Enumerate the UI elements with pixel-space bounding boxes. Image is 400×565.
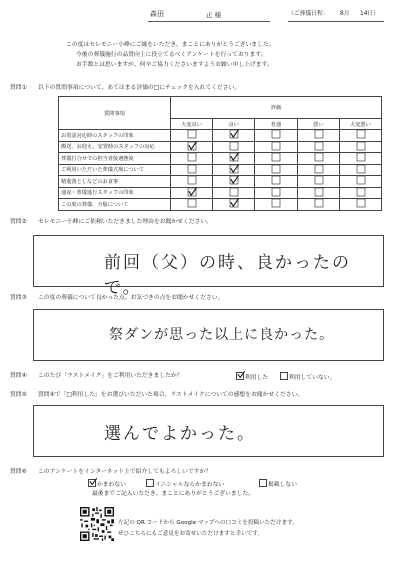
checkbox[interactable] bbox=[259, 479, 267, 487]
checked-box-icon[interactable] bbox=[188, 142, 195, 149]
rating-header: 良い bbox=[213, 119, 255, 130]
q6-option-2[interactable] bbox=[146, 479, 224, 490]
evaluation-item-label: 精進落としなどのお食事 bbox=[59, 176, 171, 188]
q2-answer: 前回（父）の時、良かったので。 bbox=[104, 253, 351, 298]
checkbox-icon[interactable] bbox=[188, 199, 195, 206]
q1-text: 以下の質問事項について、あてはまる評価の□にチェックを入れてください。 bbox=[38, 85, 241, 91]
q4-option-no-label: 利用していない。 bbox=[289, 375, 336, 381]
q5-text: 質問④で「□利用した」をお選びいただいた場合、ラストメイクについての感想をお聞かせください。 bbox=[38, 392, 304, 398]
rating-cell[interactable] bbox=[297, 153, 339, 165]
evaluation-table bbox=[58, 96, 382, 211]
q5-answer: 選んでよかった。 bbox=[104, 424, 256, 444]
rating-cell[interactable] bbox=[213, 141, 255, 153]
q3-answer: 祭ダンが思った以上に良かった。 bbox=[109, 327, 335, 343]
rating-cell[interactable] bbox=[339, 164, 381, 176]
q2-text: セレモニー小峰にご依頼いただきました理由をお聞かせください。 bbox=[38, 219, 212, 225]
rating-cell[interactable] bbox=[213, 164, 255, 176]
checkbox-icon[interactable] bbox=[188, 130, 195, 137]
rating-header: 普通 bbox=[255, 119, 297, 130]
rating-header: 大変悪い bbox=[339, 119, 381, 130]
checkbox-icon[interactable] bbox=[357, 142, 364, 149]
evaluation-row bbox=[59, 153, 382, 165]
checkbox-icon[interactable] bbox=[272, 130, 279, 137]
q2-label: 質問② bbox=[10, 219, 27, 225]
checkbox-icon[interactable] bbox=[188, 153, 195, 160]
rating-cell[interactable] bbox=[339, 153, 381, 165]
rating-cell[interactable] bbox=[339, 176, 381, 188]
rating-cell[interactable] bbox=[339, 187, 381, 199]
col-header-item: 質問事項 bbox=[59, 97, 171, 130]
rating-cell[interactable] bbox=[255, 164, 297, 176]
checkbox-icon[interactable] bbox=[315, 199, 322, 206]
customer-name: 森田 bbox=[150, 10, 164, 18]
checkbox-icon[interactable] bbox=[230, 188, 237, 195]
date-month: 8月 bbox=[340, 11, 350, 17]
checkbox-icon[interactable] bbox=[272, 153, 279, 160]
rating-cell[interactable] bbox=[213, 130, 255, 142]
checkbox-icon[interactable] bbox=[357, 130, 364, 137]
checkbox-icon[interactable] bbox=[357, 153, 364, 160]
q3-label: 質問③ bbox=[10, 295, 27, 301]
checkbox-icon[interactable] bbox=[188, 176, 195, 183]
checkbox-icon[interactable] bbox=[272, 165, 279, 172]
checked-box-icon[interactable] bbox=[230, 176, 237, 183]
checkbox-icon[interactable] bbox=[188, 165, 195, 172]
checkbox-icon[interactable] bbox=[315, 165, 322, 172]
rating-cell[interactable] bbox=[213, 199, 255, 211]
rating-cell[interactable] bbox=[297, 176, 339, 188]
qr-note-line-1: 左記の QR コードから Google マップへの口コミを投稿いただけます。 bbox=[118, 520, 298, 526]
evaluation-item-label: 通夜・葬儀進行スタッフの印象 bbox=[59, 187, 171, 199]
date-day: 14日） bbox=[360, 11, 379, 17]
q6-footer: 最後までご記入いただき、まことにありがとうございました。 bbox=[92, 491, 255, 497]
evaluation-row bbox=[59, 199, 382, 211]
rating-cell[interactable] bbox=[213, 176, 255, 188]
checked-box-icon[interactable] bbox=[230, 199, 237, 206]
date-label: （ご葬儀日程： bbox=[288, 11, 329, 17]
q6-option-3[interactable] bbox=[259, 479, 297, 490]
q4-text: このたび「ラストメイク」をご利用いただきましたか？ bbox=[38, 373, 183, 379]
rating-header: 悪い bbox=[297, 119, 339, 130]
rating-cell[interactable] bbox=[297, 199, 339, 211]
q4-option-yes-label: 利用した bbox=[245, 375, 269, 381]
rating-header: 大変良い bbox=[171, 119, 213, 130]
rating-cell[interactable] bbox=[339, 141, 381, 153]
evaluation-item-label: お電話対応時のスタッフの印象 bbox=[59, 130, 171, 142]
q3-answer-box[interactable] bbox=[33, 309, 384, 361]
q4-option-no[interactable] bbox=[280, 372, 335, 383]
q3-text: この度の葬儀について良かった点、お気づきの点をお聞かせください。 bbox=[38, 295, 224, 301]
rating-cell[interactable] bbox=[171, 176, 213, 188]
checkbox[interactable] bbox=[146, 479, 154, 487]
checkbox-icon[interactable] bbox=[230, 142, 237, 149]
checkbox-icon[interactable] bbox=[357, 165, 364, 172]
rating-cell[interactable] bbox=[297, 141, 339, 153]
rating-cell[interactable] bbox=[171, 141, 213, 153]
rating-cell[interactable] bbox=[171, 153, 213, 165]
rating-cell[interactable] bbox=[297, 130, 339, 142]
rating-cell[interactable] bbox=[297, 164, 339, 176]
customer-honorific: 正 様 bbox=[206, 11, 222, 19]
rating-cell[interactable] bbox=[213, 153, 255, 165]
checkbox[interactable] bbox=[88, 479, 96, 487]
evaluation-row bbox=[59, 130, 382, 142]
q6-label: 質問⑥ bbox=[10, 469, 27, 475]
intro-line-1: この度はセレモニー小峰にご縁をいただき、まことにありがとうございました。 bbox=[66, 42, 275, 48]
q4-label: 質問④ bbox=[10, 373, 27, 379]
q5-answer-box[interactable] bbox=[33, 405, 384, 457]
checkbox-icon[interactable] bbox=[315, 176, 322, 183]
q6-option-1[interactable] bbox=[88, 479, 126, 490]
customer-name-field[interactable] bbox=[148, 9, 270, 22]
q6-option-2-label: イニシャルならかまわない bbox=[155, 482, 225, 488]
checkbox-icon[interactable] bbox=[315, 153, 322, 160]
checked-box-icon[interactable] bbox=[230, 130, 237, 137]
evaluation-row bbox=[59, 141, 382, 153]
evaluation-row bbox=[59, 176, 382, 188]
rating-cell[interactable] bbox=[255, 130, 297, 142]
evaluation-item-label: この度の葬儀、全般について bbox=[59, 199, 171, 211]
checkbox[interactable] bbox=[236, 372, 244, 380]
checkbox-icon[interactable] bbox=[315, 142, 322, 149]
rating-cell[interactable] bbox=[255, 153, 297, 165]
rating-cell[interactable] bbox=[255, 199, 297, 211]
checkbox-icon[interactable] bbox=[357, 188, 364, 195]
rating-cell[interactable] bbox=[171, 187, 213, 199]
q5-label: 質問⑤ bbox=[10, 392, 27, 398]
rating-cell[interactable] bbox=[339, 130, 381, 142]
q6-text: このアンケートをインターネット上で紹介してもよろしいですか？ bbox=[38, 469, 212, 475]
checkbox-icon[interactable] bbox=[272, 176, 279, 183]
checkbox-icon[interactable] bbox=[315, 130, 322, 137]
qr-code[interactable] bbox=[80, 507, 114, 541]
evaluation-row bbox=[59, 187, 382, 199]
rating-cell[interactable] bbox=[171, 164, 213, 176]
q6-option-1-label: かまわない bbox=[97, 482, 126, 488]
checked-box-icon[interactable] bbox=[230, 165, 237, 172]
rating-cell[interactable] bbox=[171, 199, 213, 211]
q1-label: 質問① bbox=[10, 85, 27, 91]
qr-note-line-2: ぜひこちらにもご意見をお寄せいただけますと幸いです。 bbox=[118, 531, 263, 537]
q4-option-yes[interactable] bbox=[236, 372, 268, 383]
rating-cell[interactable] bbox=[339, 199, 381, 211]
funeral-date-field[interactable] bbox=[288, 9, 384, 22]
rating-cell[interactable] bbox=[171, 130, 213, 142]
evaluation-item-label: 搬送、お迎え、安置時のスタッフの対応 bbox=[59, 141, 171, 153]
checked-box-icon[interactable] bbox=[230, 153, 237, 160]
checkbox-icon[interactable] bbox=[357, 199, 364, 206]
checked-box-icon[interactable] bbox=[188, 188, 195, 195]
col-header-eval: 評価 bbox=[171, 97, 382, 119]
rating-cell[interactable] bbox=[255, 176, 297, 188]
evaluation-item-label: ご利用いただいた葬儀式場について bbox=[59, 164, 171, 176]
checkbox[interactable] bbox=[280, 372, 288, 380]
rating-cell[interactable] bbox=[255, 141, 297, 153]
checkbox-icon[interactable] bbox=[272, 142, 279, 149]
intro-line-3: お手数とは思いますが、何卒ご協力くださいますようお願い申し上げます。 bbox=[76, 62, 273, 68]
intro-line-2: 今後の葬儀施行の品質向上に役立てるべくアンケートを行っております。 bbox=[76, 52, 267, 58]
rating-cell[interactable] bbox=[255, 187, 297, 199]
rating-cell[interactable] bbox=[297, 187, 339, 199]
evaluation-row bbox=[59, 164, 382, 176]
checkbox-icon[interactable] bbox=[272, 199, 279, 206]
q6-option-3-label: 掲載しない bbox=[268, 482, 297, 488]
checkbox-icon[interactable] bbox=[272, 188, 279, 195]
evaluation-item-label: 葬儀打合せでの担当者接遇態度 bbox=[59, 153, 171, 165]
checkbox-icon[interactable] bbox=[315, 188, 322, 195]
checkbox-icon[interactable] bbox=[357, 176, 364, 183]
rating-cell[interactable] bbox=[213, 187, 255, 199]
